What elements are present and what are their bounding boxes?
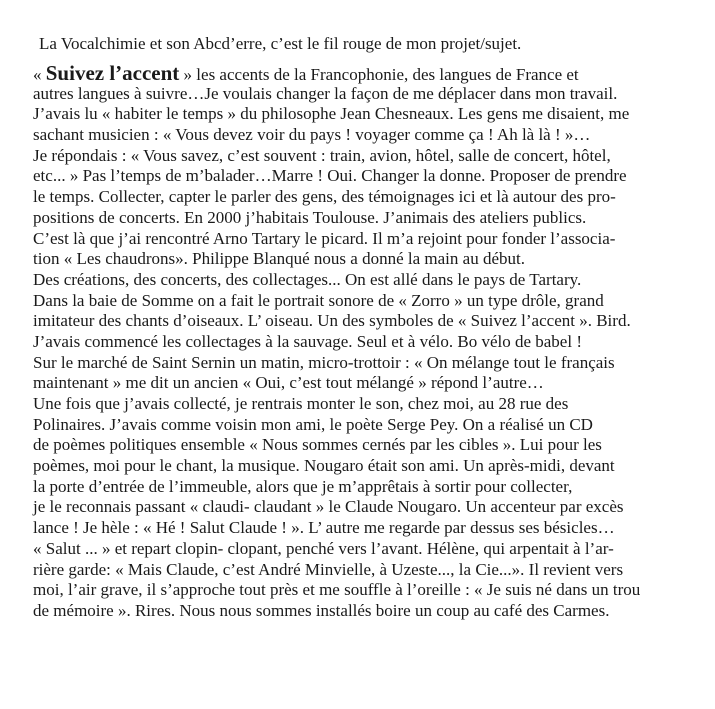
- title-accent: Suivez l’accent: [45, 61, 180, 85]
- text-line: « Salut ... » et repart clopin- clopant, penché vers l’avant. Hélène, qui arpentait à l’ar-: [33, 538, 614, 558]
- text-line: positions de concerts. En 2000 j’habitais Toulouse. J’animais des ateliers publics.: [33, 207, 587, 227]
- text-line: maintenant » me dit un ancien « Oui, c’est tout mélangé » répond l’autre…: [33, 373, 544, 393]
- text-line: imitateur des chants d’oiseaux. L’ oiseau. Un des symboles de « Suivez l’accent ». Bird.: [33, 311, 631, 331]
- intro-line: La Vocalchimie et son Abcd’erre, c’est le fil rouge de mon projet/sujet.: [39, 34, 522, 53]
- text-line: Une fois que j’avais collecté, je rentrais monter le son, chez moi, au 28 rue des: [33, 394, 569, 413]
- text-line: tion « Les chaudrons». Philippe Blanqué nous a donné la main au début.: [33, 249, 525, 269]
- text-line: rière garde: « Mais Claude, c’est André Minvielle, à Uzeste..., la Cie...». Il revient vers: [33, 559, 624, 579]
- text-line: J’avais lu « habiter le temps » du philosophe Jean Chesneaux. Les gens me disaient, me: [33, 104, 630, 124]
- text-line: poèmes, moi pour le chant, la musique. Nougaro était son ami. Un après-midi, devant: [33, 456, 615, 476]
- text-line: de mémoire ». Rires. Nous nous sommes installés boire un coup au café des Carmes.: [33, 600, 610, 620]
- text-line: etc... » Pas l’temps de m’balader…Marre ! Oui. Changer la donne. Proposer de prendre: [33, 166, 627, 186]
- text-line: C’est là que j’ai rencontré Arno Tartary le picard. Il m’a rejoint pour fonder l’associa-: [33, 228, 616, 248]
- text-line: je le reconnais passant « claudi- claudant » le Claude Nougaro. Un accenteur par excès: [33, 497, 624, 517]
- text-line: Je répondais : « Vous savez, c’est souvent : train, avion, hôtel, salle de concert, hôtel,: [33, 145, 611, 165]
- text-line: J’avais commencé les collectages à la sauvage. Seul et à vélo. Bo vélo de babel !: [33, 331, 582, 351]
- title-open-quote: «: [33, 65, 46, 84]
- title-line: [33, 63, 703, 84]
- text-line: Polinaires. J’avais comme voisin mon ami, le poète Serge Pey. On a réalisé un CD: [33, 414, 593, 434]
- text-line: Sur le marché de Saint Sernin un matin, micro-trottoir : « On mélange tout le français: [33, 352, 615, 372]
- text-line: sachant musicien : « Vous devez voir du pays ! voyager comme ça ! Ah là là ! »…: [33, 125, 591, 145]
- text-line: Des créations, des concerts, des collectages... On est allé dans le pays de Tartary.: [33, 269, 582, 289]
- text-line: autres langues à suivre…Je voulais changer la façon de me déplacer dans mon travail.: [33, 83, 618, 103]
- text-line: la porte d’entrée de l’immeuble, alors que je m’apprêtais à sortir pour collecter,: [33, 476, 573, 496]
- text-line: de poèmes politiques ensemble « Nous sommes cernés par les cibles ». Lui pour les: [33, 435, 602, 455]
- text-line: le temps. Collecter, capter le parler des gens, des témoignages ici et là autour des pro-: [33, 187, 616, 207]
- text-line: Dans la baie de Somme on a fait le portrait sonore de « Zorro » un type drôle, grand: [33, 290, 604, 310]
- title-rest: » les accents de la Francophonie, des langues de France et: [179, 65, 579, 84]
- text-line: lance ! Je hèle : « Hé ! Salut Claude ! ». L’ autre me regarde par dessus ses bésicles…: [33, 518, 615, 538]
- text-line: moi, l’air grave, il s’approche tout près et me souffle à l’oreille : « Je suis né dans un trou: [33, 580, 641, 600]
- body-text: [33, 63, 703, 622]
